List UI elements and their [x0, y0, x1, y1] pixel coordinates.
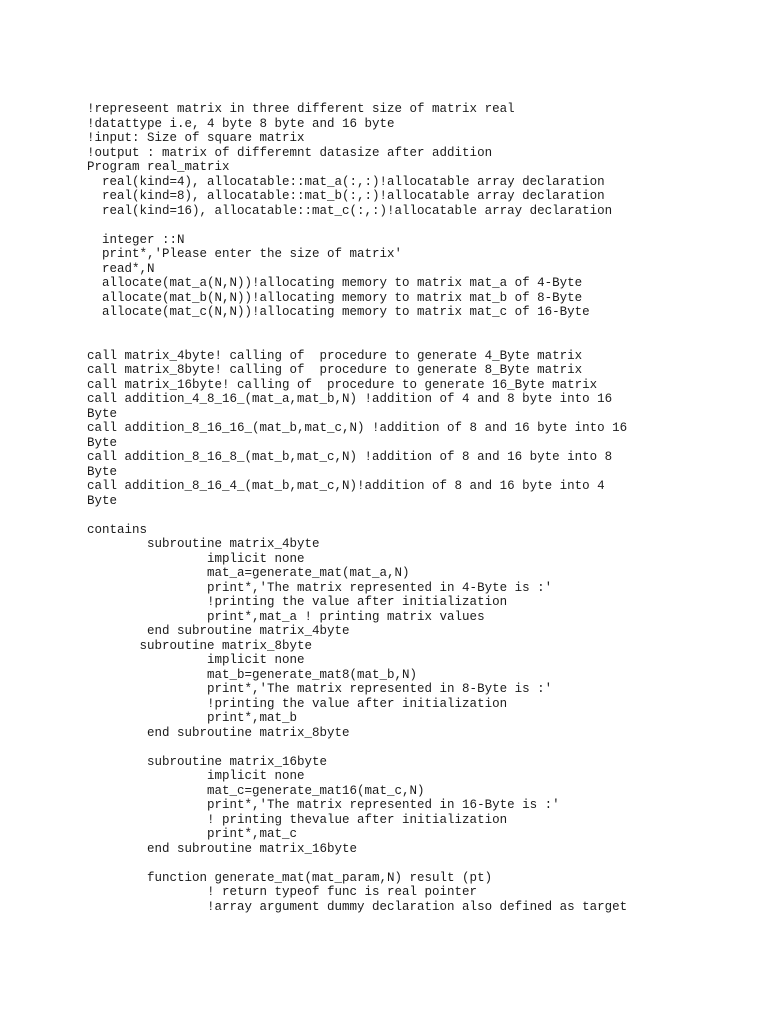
code-line: integer ::N: [87, 232, 185, 247]
code-line: print*,'The matrix represented in 16-Byte is :': [87, 798, 560, 812]
code-line: !input: Size of square matrix: [87, 131, 305, 145]
code-line: read*,N: [87, 261, 155, 276]
code-line: end subroutine matrix_8byte: [87, 725, 350, 740]
code-line: call addition_8_16_8_(mat_b,mat_c,N) !addition of 8 and 16 byte into 8: [87, 450, 613, 464]
code-line: call matrix_4byte! calling of procedure to generate 4_Byte matrix: [87, 348, 583, 363]
code-line: !printing the value after initialization: [87, 696, 508, 711]
code-line: mat_a=generate_mat(mat_a,N): [87, 566, 410, 580]
code-line: !printing the value after initialization: [87, 595, 508, 609]
code-line: implicit none: [87, 769, 305, 783]
code-line: print*,'The matrix represented in 4-Byte is :': [87, 580, 553, 595]
code-line: Byte: [87, 435, 118, 450]
code-line: !output : matrix of differemnt datasize after addition: [87, 145, 493, 160]
code-line: Byte: [87, 493, 118, 508]
code-line: mat_c=generate_mat16(mat_c,N): [87, 783, 425, 798]
code-line: call matrix_16byte! calling of procedure to generate 16_Byte matrix: [87, 377, 598, 392]
code-line: Program real_matrix: [87, 160, 230, 174]
code-line: real(kind=8), allocatable::mat_b(:,:)!allocatable array declaration: [87, 189, 605, 203]
code-line: print*,mat_b: [87, 711, 298, 725]
code-line: print*,'Please enter the size of matrix': [87, 247, 403, 261]
code-line: allocate(mat_a(N,N))!allocating memory to matrix mat_a of 4-Byte: [87, 276, 583, 290]
code-line: !array argument dummy declaration also defined as target: [87, 899, 628, 914]
code-line: subroutine matrix_4byte: [87, 537, 320, 551]
code-line: contains: [87, 522, 148, 537]
code-line: subroutine matrix_8byte: [87, 638, 313, 653]
code-line: call matrix_8byte! calling of procedure to generate 8_Byte matrix: [87, 363, 583, 377]
code-line: print*,mat_a ! printing matrix values: [87, 609, 485, 624]
code-line: real(kind=16), allocatable::mat_c(:,:)!allocatable array declaration: [87, 203, 613, 218]
code-line: !represeent matrix in three different size of matrix real: [87, 102, 515, 116]
code-line: call addition_8_16_16_(mat_b,mat_c,N) !addition of 8 and 16 byte into 16: [87, 421, 628, 435]
code-line: !datattype i.e, 4 byte 8 byte and 16 byte: [87, 116, 395, 131]
code-line: call addition_4_8_16_(mat_a,mat_b,N) !addition of 4 and 8 byte into 16: [87, 392, 613, 406]
code-line: allocate(mat_b(N,N))!allocating memory to matrix mat_b of 8-Byte: [87, 290, 583, 305]
code-line: real(kind=4), allocatable::mat_a(:,:)!allocatable array declaration: [87, 174, 605, 189]
code-line: function generate_mat(mat_param,N) result (pt): [87, 870, 493, 885]
code-line: subroutine matrix_16byte: [87, 754, 328, 769]
code-line: implicit none: [87, 551, 305, 566]
code-line: call addition_8_16_4_(mat_b,mat_c,N)!addition of 8 and 16 byte into 4: [87, 479, 605, 493]
code-line: end subroutine matrix_16byte: [87, 841, 358, 856]
code-line: Byte: [87, 464, 118, 479]
code-line: end subroutine matrix_4byte: [87, 624, 350, 638]
code-line: print*,mat_c: [87, 827, 298, 841]
code-line: mat_b=generate_mat8(mat_b,N): [87, 667, 418, 682]
code-line: implicit none: [87, 653, 305, 667]
code-line: ! return typeof func is real pointer: [87, 885, 478, 899]
code-line: Byte: [87, 406, 118, 421]
code-line: allocate(mat_c(N,N))!allocating memory to matrix mat_c of 16-Byte: [87, 305, 590, 319]
code-line: print*,'The matrix represented in 8-Byte is :': [87, 682, 553, 696]
code-line: ! printing thevalue after initialization: [87, 812, 508, 827]
